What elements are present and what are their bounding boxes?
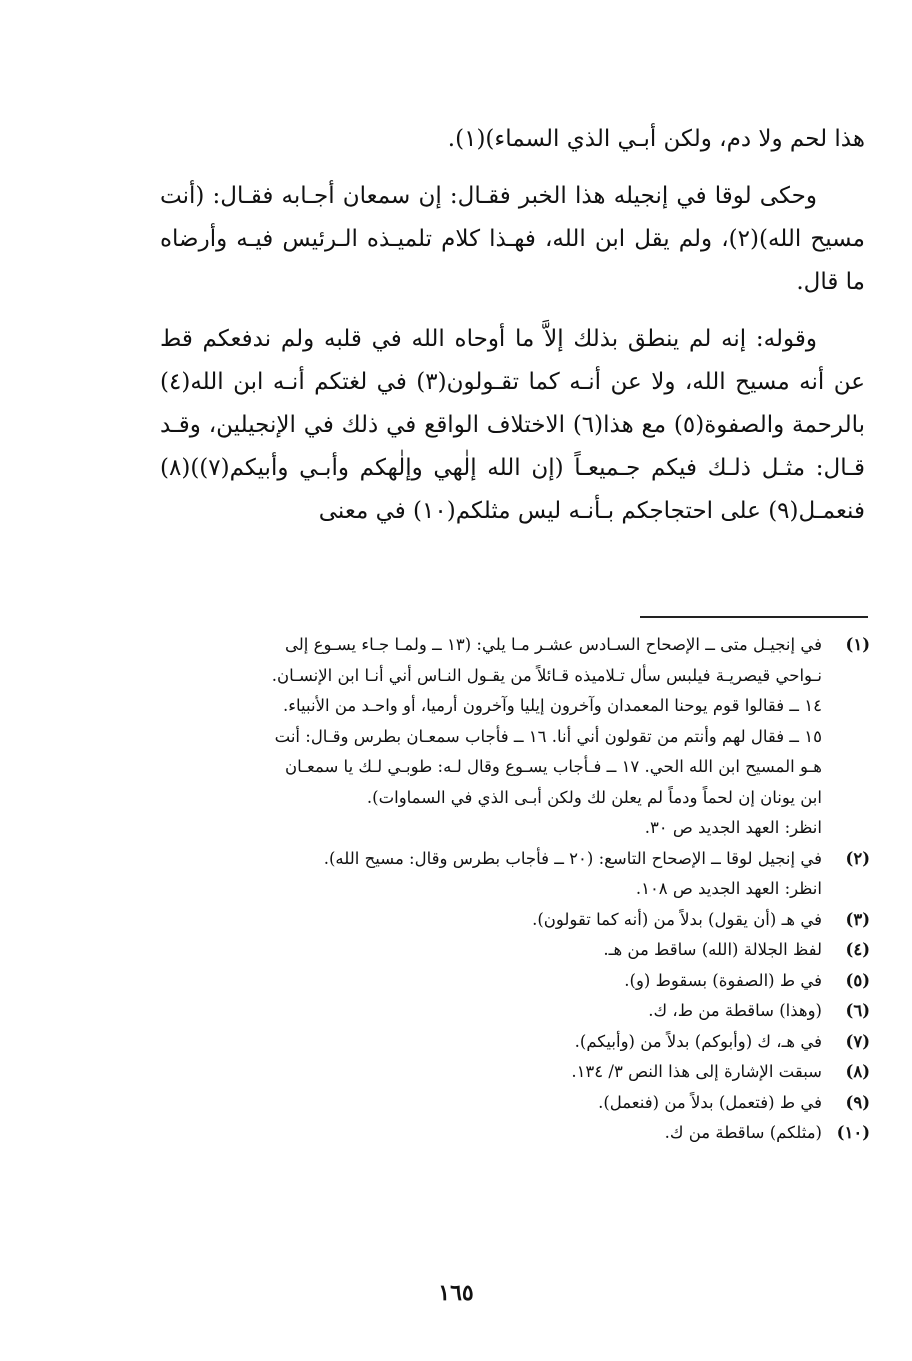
paragraph-3: وقوله: إنه لم ينطق بذلك إلاَّ ما أوحاه الله في قلبه ولم ندفعكم قط عن أنه مسيح الله، ولا عن أنـه كما تقـولون(٣) في لغتكم أنـه ابن الله(٤) بالرحمة والصفوة(٥) مع هذا(٦) الاختلاف الواقع في ذلك في الإنجيلين، وقـد قـال: مثـل ذلـك فيكم جـميعـاً (إن الله إلٰهي وإلٰهكم وأبـي وأبيكم(٧))(٨) فنعمـل(٩) على احتجاجكم بـأنـه ليس مثلكم(١٠) في معنى (160, 326, 865, 524)
page-number: ١٦٥ (438, 1280, 474, 1306)
footnote-separator (640, 616, 868, 618)
footnote-line: سبقت الإشارة إلى هذا النص ٣/ ١٣٤. (571, 1062, 822, 1081)
footnote-number: (٨) (845, 1062, 870, 1081)
footnote-1 (170, 630, 870, 844)
paragraph-2: وحكى لوقا في إنجيله هذا الخبر فقـال: إن سمعان أجـابه فقـال: (أنت مسيح الله)(٢)، ولم يقل ابن الله، فهـذا كلام تلميـذه الـرئيس فيـه وأرضاه ما قال. (160, 183, 865, 295)
footnote-line: لفظ الجلالة (الله) ساقط من هـ. (603, 940, 822, 959)
footnote-line: هـو المسيح ابن الله الحي. ١٧ ــ فـأجاب يسـوع وقال لـه: طوبـي لـك يا سمعـان (285, 757, 822, 776)
footnote-text (170, 844, 822, 905)
footnote-line: في ط (فتعمل) بدلاً من (فنعمل). (598, 1092, 822, 1112)
footnote-6 (170, 996, 870, 1027)
footnote-line: في إنجيل لوقا ــ الإصحاح التاسع: (٢٠ ــ فأجاب بطرس وقال: مسيح الله). (323, 848, 822, 868)
footnote-text (170, 996, 822, 1027)
footnote-9 (170, 1088, 870, 1119)
footnote-5 (170, 966, 870, 997)
footnote-3 (170, 905, 870, 936)
footnote-text (170, 1027, 822, 1058)
footnote-line: انظر: العهد الجديد ص ١٠٨. (635, 879, 822, 898)
footnote-number: (٢) (845, 848, 870, 868)
paragraph-1: هذا لحم ولا دم، ولكن أبـي الذي السماء)(١). (447, 126, 865, 152)
footnote-line: في إنجيـل متى ــ الإصحاح السـادس عشـر مـا يلي: (١٣ ــ ولمـا جـاء يسـوع إلى (285, 635, 822, 654)
footnote-line: نـواحي قيصريـة فيلبس سأل تـلاميذه قـائلاً من يقـول النـاس أني أنـا ابن الإنسـان. (271, 665, 822, 685)
footnote-10 (170, 1118, 870, 1149)
footnote-text (170, 630, 822, 844)
footnote-line: في ط (الصفوة) بسقوط (و). (624, 970, 822, 990)
footnote-line: (مثلكم) ساقطة من ك. (664, 1123, 822, 1142)
footnote-text (170, 935, 822, 966)
footnote-number: (٤) (845, 940, 870, 959)
footnotes (170, 630, 870, 1149)
footnote-text (170, 1118, 822, 1149)
footnote-number: (٥) (845, 970, 870, 990)
footnote-text (170, 966, 822, 997)
footnote-line: ١٤ ــ فقالوا قوم يوحنا المعمدان وآخرون إيليا وآخرون أرميا، أو واحـد من الأنبياء. (283, 696, 822, 715)
footnote-number: (٣) (845, 909, 870, 929)
footnote-line: انظر: العهد الجديد ص ٣٠. (644, 818, 822, 837)
footnote-number: (٧) (845, 1031, 870, 1051)
footnote-4 (170, 935, 870, 966)
footnote-number: (٦) (845, 1001, 870, 1020)
main-text (160, 118, 865, 547)
footnote-line: ابن يونان إن لحماً ودماً لم يعلن لك ولكن أبـى الذي في السماوات). (366, 787, 822, 807)
footnote-text (170, 1088, 822, 1119)
footnote-2 (170, 844, 870, 905)
footnote-number: (١) (845, 635, 870, 654)
footnote-7 (170, 1027, 870, 1058)
footnote-text (170, 1057, 822, 1088)
footnote-line: في هـ، ك (وأبوكم) بدلاً من (وأبيكم). (574, 1031, 822, 1051)
footnote-8 (170, 1057, 870, 1088)
footnote-number: (١٠) (836, 1123, 870, 1142)
footnote-line: ١٥ ــ فقال لهم وأنتم من تقولون أني أنا. ١٦ ــ فأجاب سمعـان بطرس وقـال: أنت (274, 726, 822, 746)
footnote-line: في هـ (أن يقول) بدلاً من (أنه كما تقولون). (532, 909, 822, 929)
footnote-text (170, 905, 822, 936)
footnote-number: (٩) (845, 1092, 870, 1112)
footnote-line: (وهذا) ساقطة من ط، ك. (648, 1001, 822, 1020)
